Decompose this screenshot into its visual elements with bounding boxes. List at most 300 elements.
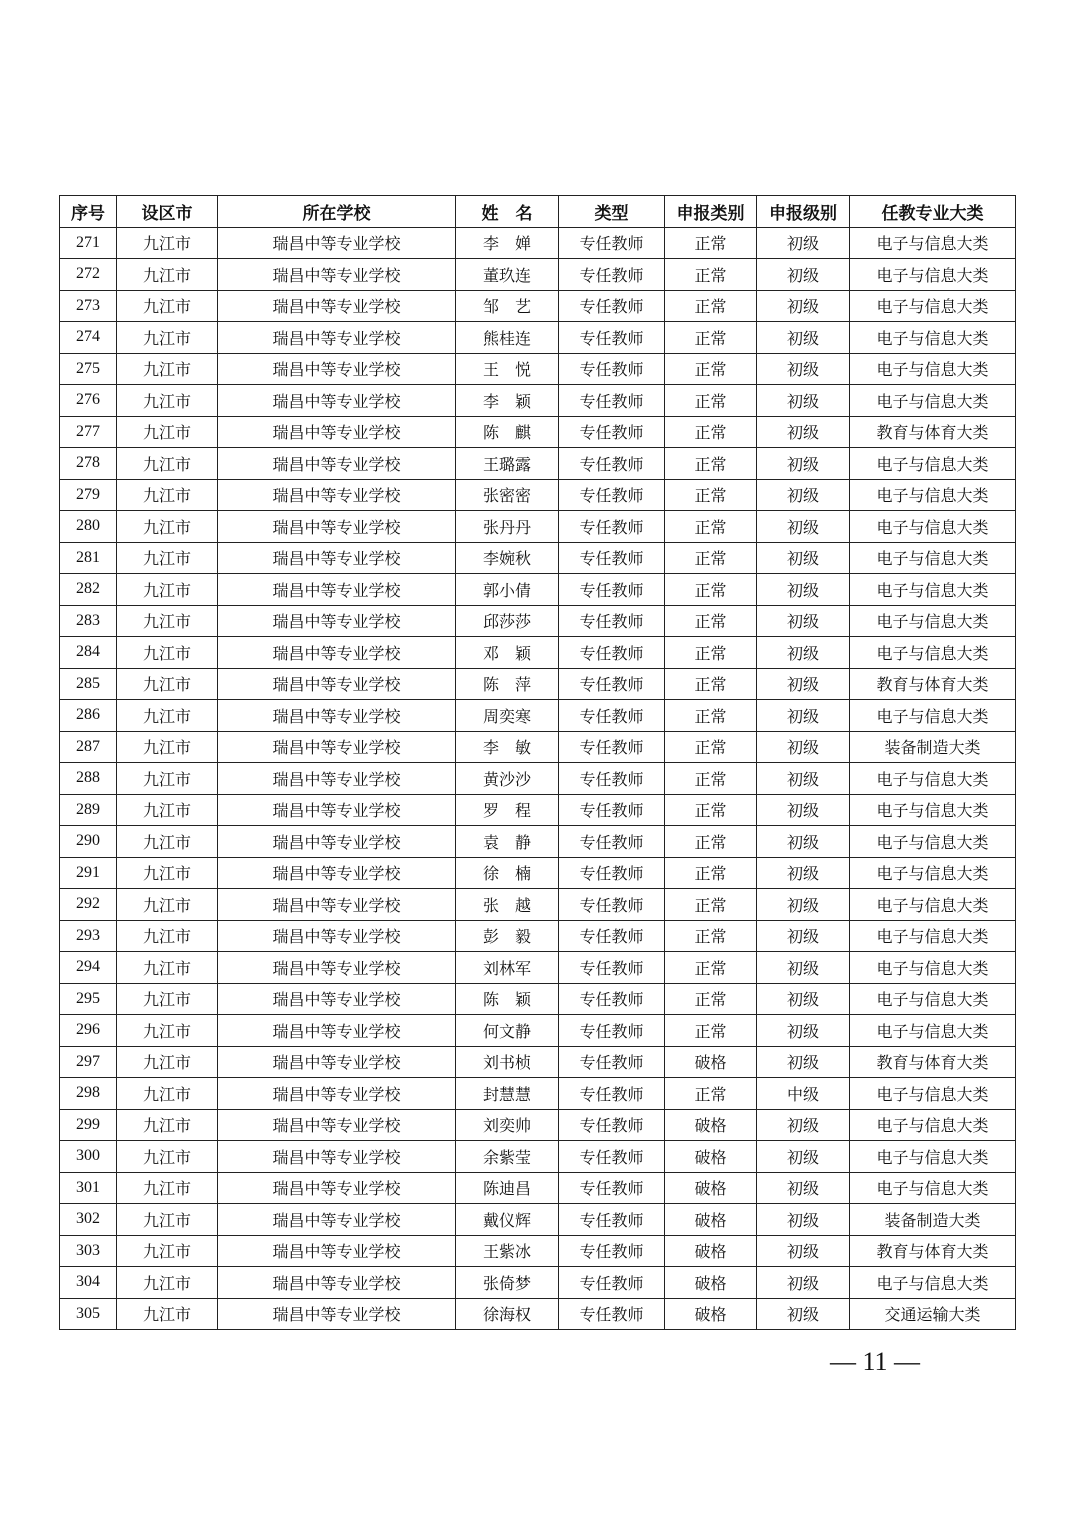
cell-type: 专任教师: [559, 353, 665, 385]
cell-city: 九江市: [117, 322, 218, 354]
cell-application-category: 破格: [665, 1204, 757, 1236]
cell-school: 瑞昌中等专业学校: [218, 448, 456, 480]
table-row: [60, 227, 1016, 259]
cell-application-level: 初级: [757, 542, 850, 574]
cell-major-category: 电子与信息大类: [850, 1141, 1016, 1173]
cell-name: 张丹丹: [456, 511, 559, 543]
cell-city: 九江市: [117, 1172, 218, 1204]
cell-school: 瑞昌中等专业学校: [218, 259, 456, 291]
cell-index: 297: [60, 1046, 117, 1078]
cell-city: 九江市: [117, 983, 218, 1015]
table-row: [60, 542, 1016, 574]
cell-school: 瑞昌中等专业学校: [218, 479, 456, 511]
cell-major-category: 电子与信息大类: [850, 227, 1016, 259]
cell-index: 286: [60, 700, 117, 732]
table-row: [60, 1015, 1016, 1047]
cell-major-category: 装备制造大类: [850, 1204, 1016, 1236]
cell-school: 瑞昌中等专业学校: [218, 1046, 456, 1078]
cell-major-category: 电子与信息大类: [850, 1015, 1016, 1047]
cell-application-level: 初级: [757, 448, 850, 480]
cell-application-category: 正常: [665, 259, 757, 291]
cell-application-level: 初级: [757, 700, 850, 732]
cell-name: 刘林军: [456, 952, 559, 984]
cell-name: 袁 静: [456, 826, 559, 858]
cell-type: 专任教师: [559, 448, 665, 480]
cell-application-category: 正常: [665, 731, 757, 763]
table-row: [60, 857, 1016, 889]
cell-school: 瑞昌中等专业学校: [218, 700, 456, 732]
cell-type: 专任教师: [559, 1204, 665, 1236]
cell-city: 九江市: [117, 448, 218, 480]
cell-major-category: 电子与信息大类: [850, 353, 1016, 385]
cell-name: 刘书桢: [456, 1046, 559, 1078]
table-row: [60, 826, 1016, 858]
cell-type: 专任教师: [559, 574, 665, 606]
table-row: [60, 1141, 1016, 1173]
cell-school: 瑞昌中等专业学校: [218, 889, 456, 921]
cell-index: 295: [60, 983, 117, 1015]
table-header-row: [60, 196, 1016, 228]
cell-application-category: 正常: [665, 826, 757, 858]
cell-major-category: 电子与信息大类: [850, 1109, 1016, 1141]
cell-school: 瑞昌中等专业学校: [218, 731, 456, 763]
cell-index: 299: [60, 1109, 117, 1141]
cell-major-category: 电子与信息大类: [850, 574, 1016, 606]
cell-application-category: 破格: [665, 1267, 757, 1299]
cell-city: 九江市: [117, 542, 218, 574]
cell-city: 九江市: [117, 416, 218, 448]
table-row: [60, 259, 1016, 291]
cell-application-level: 初级: [757, 322, 850, 354]
cell-school: 瑞昌中等专业学校: [218, 763, 456, 795]
table-row: [60, 448, 1016, 480]
cell-school: 瑞昌中等专业学校: [218, 637, 456, 669]
cell-city: 九江市: [117, 731, 218, 763]
cell-city: 九江市: [117, 290, 218, 322]
cell-application-category: 正常: [665, 448, 757, 480]
cell-index: 304: [60, 1267, 117, 1299]
cell-application-level: 初级: [757, 1298, 850, 1330]
cell-application-level: 初级: [757, 889, 850, 921]
cell-city: 九江市: [117, 826, 218, 858]
cell-school: 瑞昌中等专业学校: [218, 385, 456, 417]
cell-application-level: 初级: [757, 416, 850, 448]
table-row: [60, 479, 1016, 511]
header-application-level: 申报级别: [757, 196, 850, 228]
table-row: [60, 574, 1016, 606]
cell-major-category: 电子与信息大类: [850, 1267, 1016, 1299]
cell-type: 专任教师: [559, 983, 665, 1015]
cell-application-level: 初级: [757, 1141, 850, 1173]
cell-application-category: 正常: [665, 353, 757, 385]
cell-type: 专任教师: [559, 1046, 665, 1078]
cell-type: 专任教师: [559, 511, 665, 543]
cell-city: 九江市: [117, 1267, 218, 1299]
cell-city: 九江市: [117, 1235, 218, 1267]
cell-type: 专任教师: [559, 889, 665, 921]
header-application-category: 申报类别: [665, 196, 757, 228]
cell-application-level: 初级: [757, 731, 850, 763]
cell-school: 瑞昌中等专业学校: [218, 290, 456, 322]
cell-school: 瑞昌中等专业学校: [218, 794, 456, 826]
cell-application-level: 初级: [757, 574, 850, 606]
cell-application-category: 破格: [665, 1046, 757, 1078]
cell-major-category: 电子与信息大类: [850, 542, 1016, 574]
cell-application-category: 破格: [665, 1235, 757, 1267]
cell-type: 专任教师: [559, 668, 665, 700]
cell-application-level: 初级: [757, 290, 850, 322]
cell-type: 专任教师: [559, 637, 665, 669]
table-row: [60, 1267, 1016, 1299]
cell-application-level: 初级: [757, 605, 850, 637]
cell-type: 专任教师: [559, 1015, 665, 1047]
cell-index: 294: [60, 952, 117, 984]
header-major-category: 任教专业大类: [850, 196, 1016, 228]
cell-name: 邓 颖: [456, 637, 559, 669]
cell-type: 专任教师: [559, 1267, 665, 1299]
cell-city: 九江市: [117, 700, 218, 732]
cell-application-category: 正常: [665, 511, 757, 543]
cell-city: 九江市: [117, 794, 218, 826]
cell-application-level: 初级: [757, 637, 850, 669]
cell-application-category: 正常: [665, 542, 757, 574]
cell-index: 289: [60, 794, 117, 826]
cell-city: 九江市: [117, 889, 218, 921]
cell-name: 董玖连: [456, 259, 559, 291]
cell-major-category: 电子与信息大类: [850, 700, 1016, 732]
cell-school: 瑞昌中等专业学校: [218, 857, 456, 889]
cell-major-category: 电子与信息大类: [850, 605, 1016, 637]
cell-index: 293: [60, 920, 117, 952]
cell-school: 瑞昌中等专业学校: [218, 542, 456, 574]
cell-application-category: 正常: [665, 290, 757, 322]
cell-application-category: 正常: [665, 983, 757, 1015]
cell-type: 专任教师: [559, 952, 665, 984]
cell-index: 273: [60, 290, 117, 322]
cell-index: 278: [60, 448, 117, 480]
cell-application-level: 初级: [757, 794, 850, 826]
table-row: [60, 605, 1016, 637]
cell-major-category: 电子与信息大类: [850, 857, 1016, 889]
cell-type: 专任教师: [559, 416, 665, 448]
cell-application-level: 初级: [757, 920, 850, 952]
cell-type: 专任教师: [559, 479, 665, 511]
cell-name: 张密密: [456, 479, 559, 511]
cell-index: 302: [60, 1204, 117, 1236]
table-row: [60, 1172, 1016, 1204]
cell-city: 九江市: [117, 1015, 218, 1047]
cell-school: 瑞昌中等专业学校: [218, 511, 456, 543]
cell-application-category: 正常: [665, 1078, 757, 1110]
cell-application-level: 初级: [757, 1235, 850, 1267]
cell-application-category: 正常: [665, 920, 757, 952]
cell-school: 瑞昌中等专业学校: [218, 1141, 456, 1173]
cell-major-category: 电子与信息大类: [850, 511, 1016, 543]
cell-application-category: 正常: [665, 857, 757, 889]
cell-application-category: 正常: [665, 1015, 757, 1047]
cell-school: 瑞昌中等专业学校: [218, 668, 456, 700]
cell-type: 专任教师: [559, 1078, 665, 1110]
cell-index: 275: [60, 353, 117, 385]
cell-application-category: 正常: [665, 605, 757, 637]
cell-type: 专任教师: [559, 1235, 665, 1267]
cell-school: 瑞昌中等专业学校: [218, 1015, 456, 1047]
cell-name: 徐 楠: [456, 857, 559, 889]
header-name: 姓 名: [456, 196, 559, 228]
cell-type: 专任教师: [559, 763, 665, 795]
cell-application-category: 正常: [665, 794, 757, 826]
cell-major-category: 电子与信息大类: [850, 952, 1016, 984]
cell-type: 专任教师: [559, 542, 665, 574]
cell-type: 专任教师: [559, 1172, 665, 1204]
cell-school: 瑞昌中等专业学校: [218, 1109, 456, 1141]
cell-application-level: 初级: [757, 511, 850, 543]
cell-city: 九江市: [117, 353, 218, 385]
cell-name: 邹 艺: [456, 290, 559, 322]
cell-application-category: 正常: [665, 889, 757, 921]
cell-application-level: 初级: [757, 1046, 850, 1078]
cell-application-category: 正常: [665, 227, 757, 259]
cell-city: 九江市: [117, 763, 218, 795]
cell-name: 陈迪昌: [456, 1172, 559, 1204]
cell-major-category: 电子与信息大类: [850, 259, 1016, 291]
header-index: 序号: [60, 196, 117, 228]
cell-school: 瑞昌中等专业学校: [218, 826, 456, 858]
cell-school: 瑞昌中等专业学校: [218, 416, 456, 448]
cell-name: 戴仪辉: [456, 1204, 559, 1236]
cell-index: 282: [60, 574, 117, 606]
cell-major-category: 电子与信息大类: [850, 448, 1016, 480]
cell-application-category: 正常: [665, 952, 757, 984]
cell-index: 274: [60, 322, 117, 354]
cell-name: 黄沙沙: [456, 763, 559, 795]
table-row: [60, 794, 1016, 826]
header-school: 所在学校: [218, 196, 456, 228]
cell-application-level: 初级: [757, 1109, 850, 1141]
cell-city: 九江市: [117, 637, 218, 669]
table-row: [60, 1078, 1016, 1110]
cell-type: 专任教师: [559, 259, 665, 291]
cell-school: 瑞昌中等专业学校: [218, 1078, 456, 1110]
cell-name: 陈 萍: [456, 668, 559, 700]
table-row: [60, 1235, 1016, 1267]
cell-application-level: 初级: [757, 1267, 850, 1299]
cell-city: 九江市: [117, 605, 218, 637]
table-row: [60, 1109, 1016, 1141]
cell-application-category: 正常: [665, 479, 757, 511]
cell-school: 瑞昌中等专业学校: [218, 353, 456, 385]
cell-application-category: 正常: [665, 668, 757, 700]
table-row: [60, 763, 1016, 795]
header-type: 类型: [559, 196, 665, 228]
cell-index: 279: [60, 479, 117, 511]
cell-name: 徐海权: [456, 1298, 559, 1330]
cell-index: 287: [60, 731, 117, 763]
cell-city: 九江市: [117, 668, 218, 700]
cell-school: 瑞昌中等专业学校: [218, 1267, 456, 1299]
cell-major-category: 电子与信息大类: [850, 794, 1016, 826]
cell-major-category: 电子与信息大类: [850, 1078, 1016, 1110]
cell-index: 292: [60, 889, 117, 921]
table-row: [60, 511, 1016, 543]
table-row: [60, 731, 1016, 763]
cell-index: 305: [60, 1298, 117, 1330]
table-body: [60, 227, 1016, 1330]
table-row: [60, 700, 1016, 732]
cell-major-category: 电子与信息大类: [850, 920, 1016, 952]
table-row: [60, 983, 1016, 1015]
cell-application-category: 破格: [665, 1141, 757, 1173]
cell-application-category: 破格: [665, 1109, 757, 1141]
header-city: 设区市: [117, 196, 218, 228]
cell-type: 专任教师: [559, 826, 665, 858]
cell-index: 280: [60, 511, 117, 543]
cell-application-level: 初级: [757, 1172, 850, 1204]
roster-table: [59, 195, 1016, 1330]
cell-school: 瑞昌中等专业学校: [218, 1235, 456, 1267]
cell-application-level: 初级: [757, 763, 850, 795]
cell-type: 专任教师: [559, 794, 665, 826]
cell-name: 邱莎莎: [456, 605, 559, 637]
cell-type: 专任教师: [559, 385, 665, 417]
cell-index: 285: [60, 668, 117, 700]
cell-application-category: 破格: [665, 1172, 757, 1204]
cell-name: 李 敏: [456, 731, 559, 763]
cell-school: 瑞昌中等专业学校: [218, 1298, 456, 1330]
cell-name: 周奕寒: [456, 700, 559, 732]
table-row: [60, 889, 1016, 921]
cell-city: 九江市: [117, 920, 218, 952]
cell-name: 何文静: [456, 1015, 559, 1047]
cell-name: 余紫莹: [456, 1141, 559, 1173]
cell-application-category: 正常: [665, 637, 757, 669]
cell-index: 300: [60, 1141, 117, 1173]
cell-application-level: 初级: [757, 227, 850, 259]
cell-city: 九江市: [117, 1298, 218, 1330]
cell-application-level: 初级: [757, 479, 850, 511]
cell-city: 九江市: [117, 259, 218, 291]
cell-index: 298: [60, 1078, 117, 1110]
cell-major-category: 电子与信息大类: [850, 290, 1016, 322]
cell-city: 九江市: [117, 952, 218, 984]
cell-index: 271: [60, 227, 117, 259]
cell-school: 瑞昌中等专业学校: [218, 574, 456, 606]
cell-type: 专任教师: [559, 290, 665, 322]
cell-major-category: 电子与信息大类: [850, 385, 1016, 417]
cell-major-category: 电子与信息大类: [850, 763, 1016, 795]
table-row: [60, 353, 1016, 385]
page-number: — 11 —: [829, 1347, 921, 1376]
cell-application-level: 初级: [757, 826, 850, 858]
cell-name: 张倚梦: [456, 1267, 559, 1299]
cell-major-category: 教育与体育大类: [850, 1235, 1016, 1267]
cell-application-level: 初级: [757, 668, 850, 700]
cell-application-level: 初级: [757, 952, 850, 984]
cell-type: 专任教师: [559, 605, 665, 637]
cell-city: 九江市: [117, 227, 218, 259]
cell-index: 277: [60, 416, 117, 448]
cell-school: 瑞昌中等专业学校: [218, 1172, 456, 1204]
cell-application-category: 正常: [665, 322, 757, 354]
cell-application-level: 中级: [757, 1078, 850, 1110]
cell-name: 王 悦: [456, 353, 559, 385]
cell-name: 刘奕帅: [456, 1109, 559, 1141]
cell-major-category: 装备制造大类: [850, 731, 1016, 763]
cell-city: 九江市: [117, 574, 218, 606]
cell-major-category: 电子与信息大类: [850, 1172, 1016, 1204]
cell-application-category: 破格: [665, 1298, 757, 1330]
cell-school: 瑞昌中等专业学校: [218, 983, 456, 1015]
cell-city: 九江市: [117, 479, 218, 511]
cell-major-category: 电子与信息大类: [850, 322, 1016, 354]
cell-index: 283: [60, 605, 117, 637]
cell-type: 专任教师: [559, 920, 665, 952]
cell-application-category: 正常: [665, 574, 757, 606]
cell-name: 熊桂连: [456, 322, 559, 354]
cell-index: 284: [60, 637, 117, 669]
cell-index: 276: [60, 385, 117, 417]
cell-type: 专任教师: [559, 700, 665, 732]
cell-name: 李婉秋: [456, 542, 559, 574]
cell-city: 九江市: [117, 1046, 218, 1078]
cell-city: 九江市: [117, 1141, 218, 1173]
cell-city: 九江市: [117, 857, 218, 889]
cell-application-level: 初级: [757, 1204, 850, 1236]
cell-major-category: 电子与信息大类: [850, 826, 1016, 858]
table-row: [60, 637, 1016, 669]
cell-index: 303: [60, 1235, 117, 1267]
cell-city: 九江市: [117, 1204, 218, 1236]
table-row: [60, 952, 1016, 984]
cell-index: 288: [60, 763, 117, 795]
cell-application-category: 正常: [665, 763, 757, 795]
cell-index: 281: [60, 542, 117, 574]
cell-school: 瑞昌中等专业学校: [218, 1204, 456, 1236]
cell-city: 九江市: [117, 1109, 218, 1141]
cell-type: 专任教师: [559, 227, 665, 259]
cell-type: 专任教师: [559, 731, 665, 763]
cell-application-category: 正常: [665, 385, 757, 417]
cell-name: 陈 颖: [456, 983, 559, 1015]
table-row: [60, 1204, 1016, 1236]
cell-major-category: 教育与体育大类: [850, 1046, 1016, 1078]
cell-school: 瑞昌中等专业学校: [218, 227, 456, 259]
cell-name: 王璐露: [456, 448, 559, 480]
cell-city: 九江市: [117, 1078, 218, 1110]
cell-school: 瑞昌中等专业学校: [218, 322, 456, 354]
cell-major-category: 电子与信息大类: [850, 479, 1016, 511]
cell-type: 专任教师: [559, 1141, 665, 1173]
cell-name: 封慧慧: [456, 1078, 559, 1110]
cell-major-category: 交通运输大类: [850, 1298, 1016, 1330]
cell-application-level: 初级: [757, 1015, 850, 1047]
table-row: [60, 290, 1016, 322]
cell-application-level: 初级: [757, 857, 850, 889]
cell-application-category: 正常: [665, 416, 757, 448]
cell-school: 瑞昌中等专业学校: [218, 920, 456, 952]
cell-name: 李 颖: [456, 385, 559, 417]
cell-type: 专任教师: [559, 1109, 665, 1141]
cell-major-category: 教育与体育大类: [850, 416, 1016, 448]
cell-index: 290: [60, 826, 117, 858]
table-row: [60, 322, 1016, 354]
cell-type: 专任教师: [559, 857, 665, 889]
cell-major-category: 电子与信息大类: [850, 637, 1016, 669]
cell-index: 291: [60, 857, 117, 889]
cell-name: 罗 程: [456, 794, 559, 826]
cell-type: 专任教师: [559, 1298, 665, 1330]
cell-city: 九江市: [117, 511, 218, 543]
